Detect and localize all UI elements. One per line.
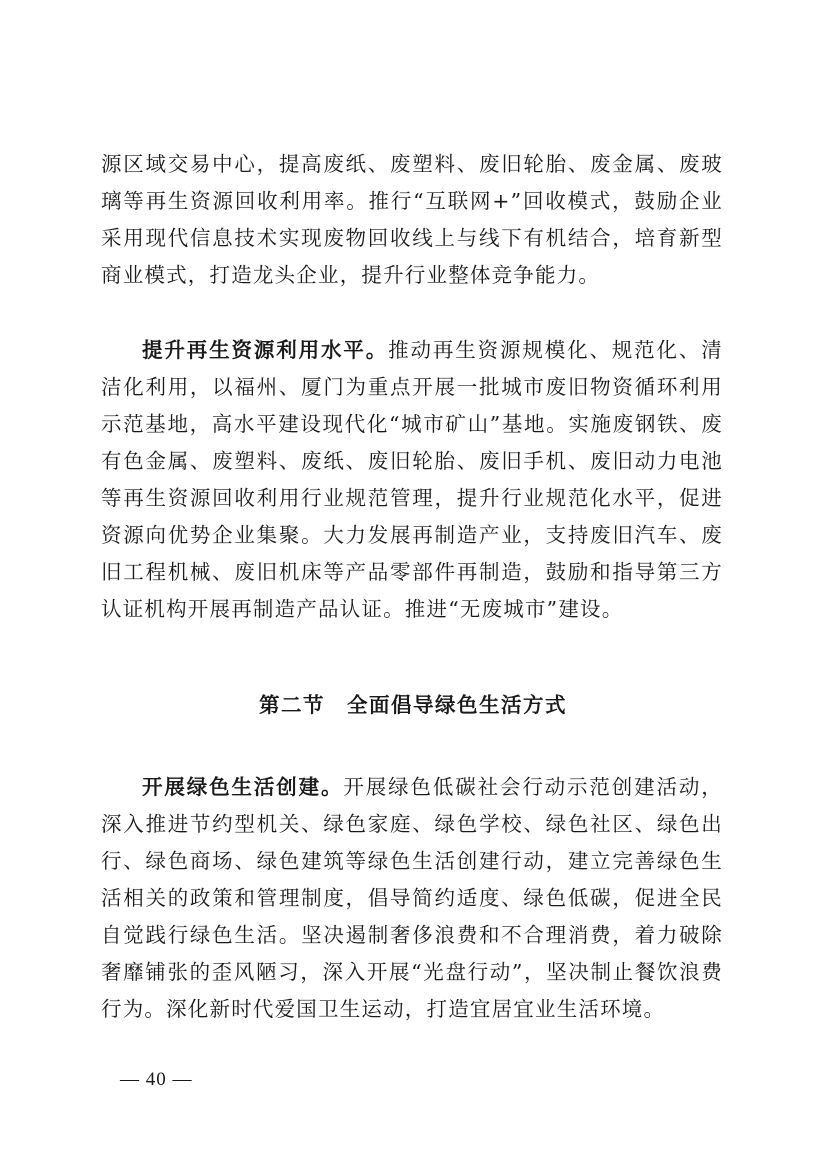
body-paragraph-continuation	[101, 146, 723, 294]
paragraph-lead-heading: 提升再生资源利用水平。	[142, 338, 389, 362]
page-number: — 40 —	[120, 1069, 193, 1090]
paragraph-lead-heading: 开展绿色生活创建。	[142, 775, 344, 799]
section-number: 第二节	[259, 693, 325, 717]
section-title: 全面倡导绿色生活方式	[347, 693, 567, 717]
paragraph-text: 推动再生资源规模化、规范化、清洁化利用，以福州、厦门为重点开展一批城市废旧物资循环利用示范基地，高水平建设现代化“城市矿山”基地。实施废钢铁、废有色金属、废塑料、废纸、废旧轮胎、废旧手机、废旧动力电池等再生资源回收利用行业规范管理，提升行业规范化水平，促进资源向优势企业集聚。大力发展再制造产业，支持废旧汽车、废旧工程机械、废旧机床等产品零部件再制造，鼓励和指导第三方认证机构开展再制造产品认证。推进“无废城市”建设。	[101, 338, 723, 621]
paragraph-text: 开展绿色低碳社会行动示范创建活动，深入推进节约型机关、绿色家庭、绿色学校、绿色社区、绿色出行、绿色商场、绿色建筑等绿色生活创建行动，建立完善绿色生活相关的政策和管理制度，倡导简约适度、绿色低碳，促进全民自觉践行绿色生活。坚决遏制奢侈浪费和不合理消费，着力破除奢靡铺张的歪风陋习，深入开展“光盘行动”，坚决制止餐饮浪费行为。深化新时代爱国卫生运动，打造宜居宜业生活环境。	[101, 775, 723, 1021]
body-paragraph-green-living	[101, 769, 723, 1028]
body-paragraph-recycling-utilization	[101, 332, 723, 628]
section-heading	[0, 688, 826, 722]
paragraph-text: 源区域交易中心，提高废纸、废塑料、废旧轮胎、废金属、废玻璃等再生资源回收利用率。推行“互联网+”回收模式，鼓励企业采用现代信息技术实现废物回收线上与线下有机结合，培育新型商业模式，打造龙头企业，提升行业整体竞争能力。	[101, 152, 723, 287]
